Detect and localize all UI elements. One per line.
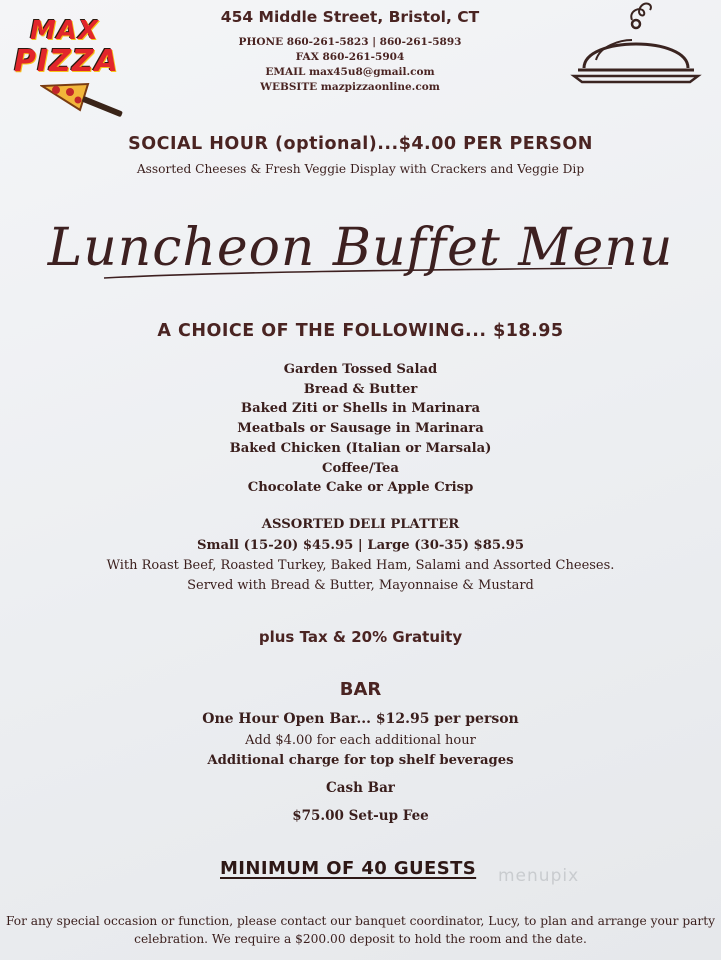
bar-title: BAR (339, 679, 382, 700)
tax-gratuity-note: plus Tax & 20% Gratuity (258, 628, 463, 646)
footer-deposit-line: celebration. We require a $200.00 deposit to hold the room and the date. (134, 932, 587, 946)
cash-bar: Cash Bar (326, 780, 395, 796)
choice-title: A CHOICE OF THE FOLLOWING... $18.95 (157, 321, 564, 341)
logo-text-max: MAX (30, 16, 100, 46)
list-item: Chocolate Cake or Apple Crisp (247, 480, 474, 496)
logo-text-pizza: PIZZA (14, 44, 119, 79)
email-address: EMAIL max45u8@gmail.com (265, 66, 435, 78)
deli-platter-sizes: Small (15-20) $45.95 | Large (30-35) $85.95 (196, 538, 524, 553)
title-flourish (100, 262, 620, 282)
list-item: Meatbals or Sausage in Marinara (237, 421, 484, 437)
list-item: Coffee/Tea (322, 460, 399, 476)
pizza-slice-icon (40, 80, 130, 118)
minimum-guests: MINIMUM OF 40 GUESTS (220, 858, 477, 879)
serving-cloche-icon (570, 2, 702, 90)
list-item: Garden Tossed Salad (283, 362, 438, 377)
list-item: Baked Chicken (Italian or Marsala) (229, 440, 492, 456)
additional-hour-price: Add $4.00 for each additional hour (245, 733, 476, 748)
menu-title: Luncheon Buffet Menu (47, 218, 674, 278)
social-hour-title: SOCIAL HOUR (optional)...$4.00 PER PERSON (128, 134, 593, 154)
setup-fee: $75.00 Set-up Fee (292, 808, 429, 824)
open-bar-price: One Hour Open Bar... $12.95 per person (202, 711, 519, 727)
watermark-text: menupix (498, 866, 580, 886)
max-pizza-logo (12, 14, 130, 114)
top-shelf-note: Additional charge for top shelf beverages (207, 753, 514, 768)
phone-numbers: PHONE 860-261-5823 | 860-261-5893 (238, 36, 462, 48)
footer-contact-line: For any special occasion or function, please contact our banquet coordinator, Lucy, to plan and arrange your party (5, 914, 716, 928)
deli-platter-contents: With Roast Beef, Roasted Turkey, Baked Ham, Salami and Assorted Cheeses. (106, 558, 615, 573)
list-item: Baked Ziti or Shells in Marinara (240, 401, 481, 417)
restaurant-address: 454 Middle Street, Bristol, CT (220, 8, 480, 26)
deli-platter-title: ASSORTED DELI PLATTER (261, 517, 460, 532)
website-address: WEBSITE mazpizzaonline.com (260, 81, 440, 93)
fax-number: FAX 860-261-5904 (295, 51, 405, 63)
list-item: Bread & Butter (303, 381, 418, 397)
social-hour-description: Assorted Cheeses & Fresh Veggie Display with Crackers and Veggie Dip (136, 162, 585, 176)
deli-platter-served-with: Served with Bread & Butter, Mayonnaise & Mustard (187, 578, 534, 593)
choice-items-list (0, 360, 721, 498)
